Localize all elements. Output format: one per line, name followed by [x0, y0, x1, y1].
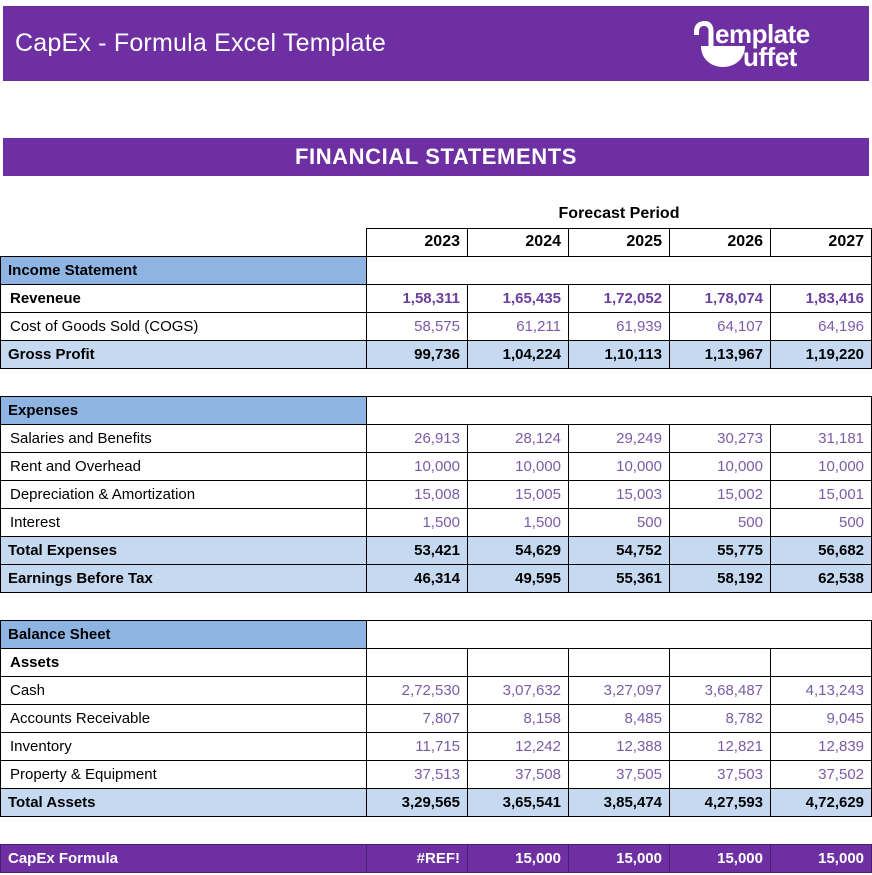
cell-value-2027[interactable]: 4,72,629 — [771, 788, 872, 816]
table-row — [1, 676, 872, 704]
forecast-period-header-row — [1, 200, 872, 228]
cell-value-2027[interactable]: 37,502 — [771, 760, 872, 788]
row-label-total-assets: Total Assets — [1, 788, 367, 816]
cell-value-2025[interactable]: 61,939 — [569, 312, 670, 340]
cell-value-2026[interactable]: 30,273 — [670, 424, 771, 452]
cell-value-2024[interactable]: 10,000 — [468, 452, 569, 480]
column-header-year-2026[interactable]: 2026 — [670, 228, 771, 256]
cell-value-2024[interactable]: 3,07,632 — [468, 676, 569, 704]
cell-value-2025[interactable]: 1,10,113 — [569, 340, 670, 368]
cell-value-2024[interactable]: 12,242 — [468, 732, 569, 760]
cell-value-2024[interactable]: 8,158 — [468, 704, 569, 732]
cell-value-2023[interactable] — [367, 648, 468, 676]
section-header-empty-strip — [367, 396, 872, 424]
table-row — [1, 760, 872, 788]
row-label-depreciation-amortization: Depreciation & Amortization — [1, 480, 367, 508]
cell-value-2026[interactable]: 8,782 — [670, 704, 771, 732]
capex-value-2027[interactable]: 15,000 — [771, 844, 872, 872]
cell-value-2023[interactable]: 3,29,565 — [367, 788, 468, 816]
cell-value-2026[interactable]: 500 — [670, 508, 771, 536]
cell-value-2027[interactable]: 31,181 — [771, 424, 872, 452]
capex-value-2024[interactable]: 15,000 — [468, 844, 569, 872]
cell-value-2024[interactable]: 1,500 — [468, 508, 569, 536]
row-label-interest: Interest — [1, 508, 367, 536]
cell-value-2023[interactable]: 46,314 — [367, 564, 468, 592]
financial-statements-banner — [3, 138, 869, 176]
cell-value-2027[interactable]: 9,045 — [771, 704, 872, 732]
section-header-empty-strip — [367, 620, 872, 648]
section-header-expenses: Expenses — [1, 396, 367, 424]
spacer-row — [1, 816, 872, 844]
cell-value-2026[interactable]: 55,775 — [670, 536, 771, 564]
section-header-balance-sheet: Balance Sheet — [1, 620, 367, 648]
cell-value-2023[interactable]: 53,421 — [367, 536, 468, 564]
cell-value-2025[interactable]: 3,27,097 — [569, 676, 670, 704]
cell-value-2023[interactable]: 10,000 — [367, 452, 468, 480]
table-row — [1, 312, 872, 340]
table-row — [1, 424, 872, 452]
spacer-cell — [1, 592, 872, 620]
table-row — [1, 508, 872, 536]
cell-value-2024[interactable]: 37,508 — [468, 760, 569, 788]
cell-value-2025[interactable]: 54,752 — [569, 536, 670, 564]
cell-value-2025[interactable]: 15,003 — [569, 480, 670, 508]
spacer-cell — [1, 368, 872, 396]
cell-value-2024[interactable]: 1,04,224 — [468, 340, 569, 368]
table-row-total — [1, 788, 872, 816]
section-header-empty-strip — [367, 256, 872, 284]
cell-value-2027[interactable]: 56,682 — [771, 536, 872, 564]
financial-table — [0, 200, 872, 873]
table-row — [1, 648, 872, 676]
year-header-row — [1, 228, 872, 256]
cell-value-2023[interactable]: 37,513 — [367, 760, 468, 788]
spacer-row — [1, 592, 872, 620]
cell-value-2025[interactable]: 12,388 — [569, 732, 670, 760]
capex-value-2025[interactable]: 15,000 — [569, 844, 670, 872]
cell-value-2025[interactable]: 29,249 — [569, 424, 670, 452]
cell-value-2026[interactable]: 1,78,074 — [670, 284, 771, 312]
page-title: CapEx - Formula Excel Template — [15, 29, 386, 57]
cell-value-2027[interactable]: 10,000 — [771, 452, 872, 480]
section-header-row — [1, 256, 872, 284]
capex-value-2023[interactable]: #REF! — [367, 844, 468, 872]
cell-value-2026[interactable] — [670, 648, 771, 676]
cell-value-2027[interactable]: 12,839 — [771, 732, 872, 760]
cell-value-2027[interactable]: 4,13,243 — [771, 676, 872, 704]
row-label-rent-and-overhead: Rent and Overhead — [1, 452, 367, 480]
cell-value-2026[interactable]: 3,68,487 — [670, 676, 771, 704]
cell-value-2024[interactable]: 28,124 — [468, 424, 569, 452]
spacer-cell — [1, 816, 872, 844]
row-label-earnings-before-tax: Earnings Before Tax — [1, 564, 367, 592]
row-label-cost-of-goods-sold-cogs: Cost of Goods Sold (COGS) — [1, 312, 367, 340]
cell-value-2023[interactable]: 1,58,311 — [367, 284, 468, 312]
cell-value-2023[interactable]: 15,008 — [367, 480, 468, 508]
capex-value-2026[interactable]: 15,000 — [670, 844, 771, 872]
year-header-blank-label — [1, 228, 367, 256]
column-header-year-2023[interactable]: 2023 — [367, 228, 468, 256]
svg-text:emplate: emplate — [715, 18, 810, 49]
column-header-year-2024[interactable]: 2024 — [468, 228, 569, 256]
row-label-salaries-and-benefits: Salaries and Benefits — [1, 424, 367, 452]
cell-value-2023[interactable]: 1,500 — [367, 508, 468, 536]
cell-value-2026[interactable]: 58,192 — [670, 564, 771, 592]
row-label-capex-formula: CapEx Formula — [1, 844, 367, 872]
row-label-gross-profit: Gross Profit — [1, 340, 367, 368]
row-label-accounts-receivable: Accounts Receivable — [1, 704, 367, 732]
row-label-property-equipment: Property & Equipment — [1, 760, 367, 788]
cell-value-2026[interactable]: 4,27,593 — [670, 788, 771, 816]
template-buffet-logo — [685, 13, 855, 75]
cell-value-2027[interactable]: 1,83,416 — [771, 284, 872, 312]
row-label-reveneue: Reveneue — [1, 284, 367, 312]
cell-value-2027[interactable]: 500 — [771, 508, 872, 536]
section-banner-title: FINANCIAL STATEMENTS — [294, 144, 578, 169]
cell-value-2023[interactable]: 58,575 — [367, 312, 468, 340]
cell-value-2026[interactable]: 12,821 — [670, 732, 771, 760]
row-label-inventory: Inventory — [1, 732, 367, 760]
cell-value-2027[interactable]: 62,538 — [771, 564, 872, 592]
cell-value-2026[interactable]: 37,503 — [670, 760, 771, 788]
cell-value-2026[interactable]: 64,107 — [670, 312, 771, 340]
cell-value-2023[interactable]: 11,715 — [367, 732, 468, 760]
cell-value-2025[interactable]: 8,485 — [569, 704, 670, 732]
table-row — [1, 284, 872, 312]
cell-value-2025[interactable]: 10,000 — [569, 452, 670, 480]
section-header-row — [1, 620, 872, 648]
cell-value-2024[interactable]: 61,211 — [468, 312, 569, 340]
section-header-income-statement: Income Statement — [1, 256, 367, 284]
cell-value-2025[interactable]: 1,72,052 — [569, 284, 670, 312]
cell-value-2024[interactable]: 54,629 — [468, 536, 569, 564]
forecast-period-label: Forecast Period — [558, 204, 680, 222]
cell-value-2027[interactable] — [771, 648, 872, 676]
table-row-total — [1, 564, 872, 592]
cell-value-2023[interactable]: 7,807 — [367, 704, 468, 732]
row-label-cash: Cash — [1, 676, 367, 704]
cell-value-2026[interactable]: 1,13,967 — [670, 340, 771, 368]
cell-value-2024[interactable]: 49,595 — [468, 564, 569, 592]
cell-value-2027[interactable]: 15,001 — [771, 480, 872, 508]
cell-value-2023[interactable]: 99,736 — [367, 340, 468, 368]
row-label-assets: Assets — [1, 648, 367, 676]
table-row — [1, 480, 872, 508]
cell-value-2027[interactable]: 64,196 — [771, 312, 872, 340]
cell-value-2023[interactable]: 2,72,530 — [367, 676, 468, 704]
table-row — [1, 452, 872, 480]
cell-value-2025[interactable]: 3,85,474 — [569, 788, 670, 816]
table-row — [1, 704, 872, 732]
financial-statements-sheet — [0, 200, 872, 873]
table-row-total — [1, 536, 872, 564]
cell-value-2024[interactable]: 15,005 — [468, 480, 569, 508]
section-header-row — [1, 396, 872, 424]
capex-formula-row — [1, 844, 872, 872]
cell-value-2025[interactable]: 55,361 — [569, 564, 670, 592]
app-header-banner — [3, 6, 869, 81]
column-header-year-2025[interactable]: 2025 — [569, 228, 670, 256]
forecast-period-blank-label — [1, 200, 367, 228]
cell-value-2024[interactable]: 1,65,435 — [468, 284, 569, 312]
cell-value-2026[interactable]: 15,002 — [670, 480, 771, 508]
table-row — [1, 732, 872, 760]
cell-value-2025[interactable]: 37,505 — [569, 760, 670, 788]
cell-value-2023[interactable]: 26,913 — [367, 424, 468, 452]
cell-value-2024[interactable] — [468, 648, 569, 676]
cell-value-2027[interactable]: 1,19,220 — [771, 340, 872, 368]
spacer-row — [1, 368, 872, 396]
table-row-total — [1, 340, 872, 368]
cell-value-2025[interactable]: 500 — [569, 508, 670, 536]
column-header-year-2027[interactable]: 2027 — [771, 228, 872, 256]
svg-text:uffet: uffet — [743, 41, 797, 72]
cell-value-2026[interactable]: 10,000 — [670, 452, 771, 480]
cell-value-2025[interactable] — [569, 648, 670, 676]
cell-value-2024[interactable]: 3,65,541 — [468, 788, 569, 816]
row-label-total-expenses: Total Expenses — [1, 536, 367, 564]
